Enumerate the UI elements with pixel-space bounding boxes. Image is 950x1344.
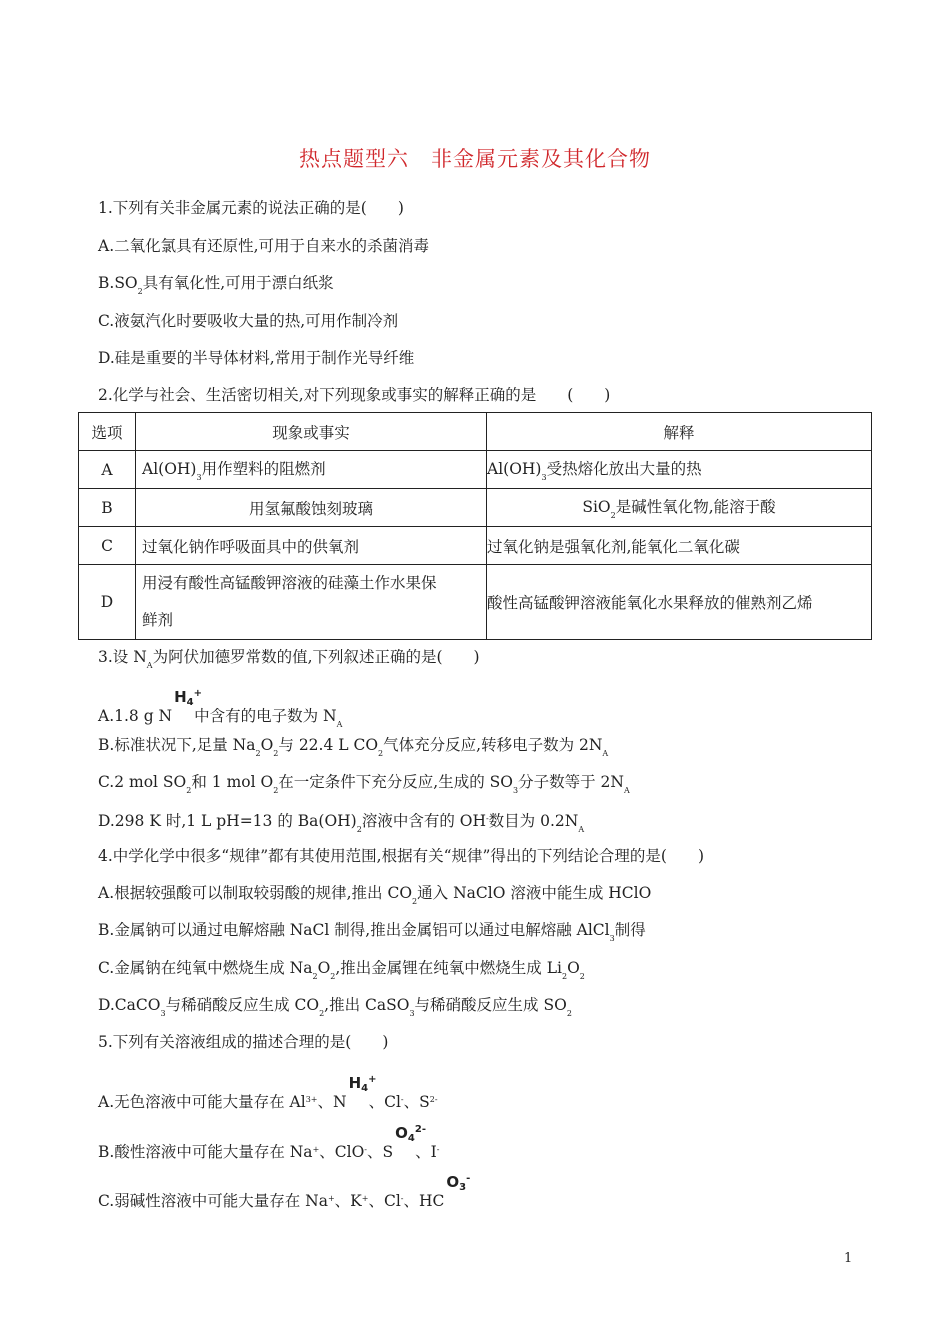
text: 与 22.4 L CO [278,736,379,754]
text: 、K [334,1192,362,1210]
text: C.2 mol SO [98,773,187,791]
text: 气体充分反应,转移电子数为 2N [383,736,603,754]
text: O [395,1124,408,1142]
fact-cell [136,565,487,640]
subscript: 2 [561,972,568,981]
superscript: 2- [429,1095,438,1104]
q3-stem [98,647,480,676]
page-title: 热点题型六 非金属元素及其化合物 [299,147,651,171]
header-option: 选项 [79,413,136,451]
q4-option-c [98,958,585,987]
text: 受热熔化放出大量的热 [546,460,702,478]
table-row [79,565,872,640]
text: 与稀硝酸反应生成 SO [414,996,567,1014]
subscript: A [578,825,585,834]
superscript: + [312,1145,320,1154]
text: 、N [317,1093,347,1111]
fact-cell: 过氧化钠作呼吸面具中的供氧剂 [136,527,487,565]
text: 与稀硝酸反应生成 CO [165,996,320,1014]
text: B.标准状况下,足量 Na [98,736,256,754]
ion-formula [444,1173,471,1206]
table-row [79,527,872,565]
text: 、Cl [368,1192,401,1210]
text: A.1.8 g N [98,707,173,725]
subscript: 2 [273,749,279,758]
q4-option-a [98,883,651,912]
superscript: 3+ [305,1095,318,1104]
text: 3.设 N [98,648,147,666]
text: 是碱性氧化物,能溶于酸 [615,498,776,516]
text: 溶液中含有的 OH [361,812,486,830]
subscript: 2 [186,786,192,795]
subscript: 3 [512,786,519,795]
q4-option-d [98,995,572,1024]
subscript: 3 [609,934,615,943]
text: O [567,959,580,977]
superscript: - [466,1173,471,1184]
subscript: 2 [319,1009,325,1018]
superscript: - [400,1095,404,1104]
option-label: B [79,489,136,527]
text: 、I [415,1143,437,1161]
q4-stem: 4.中学化学中很多“规律”都有其使用范围,根据有关“规律”得出的下列结论合理的是( ) [98,847,705,865]
option-label: C [79,527,136,565]
q1-option-b [98,273,334,302]
q5-stem: 5.下列有关溶液组成的描述合理的是( ) [98,1033,389,1051]
text: 、ClO [319,1143,365,1161]
text: 制得 [614,921,646,939]
text: O [446,1173,460,1191]
subscript: 4 [361,1083,369,1094]
ion-formula [347,1074,377,1107]
table-row [79,451,872,489]
subscript: 2 [273,786,279,795]
superscript: + [361,1194,369,1203]
text: D.298 K 时,1 L pH=13 的 Ba(OH) [98,812,357,830]
subscript: A [602,749,609,758]
subscript: A [146,661,153,670]
text: 鲜剂 [142,611,174,629]
q3-option-c [98,772,630,801]
text: O [260,736,274,754]
text: Al(OH) [142,460,197,478]
fact-cell: 用氢氟酸蚀刻玻璃 [136,489,487,527]
superscript: 2- [414,1124,426,1135]
text: A.根据较强酸可以制取较弱酸的规律,推出 CO [98,884,413,902]
ion-formula [393,1124,426,1157]
text: ,推出金属锂在纯氧中燃烧生成 Li [335,959,562,977]
text: H [348,1074,362,1092]
text: 、Cl [368,1093,401,1111]
text: 中含有的电子数为 N [194,707,337,725]
text: B.金属钠可以通过电解熔融 NaCl 制得,推出金属铝可以通过电解熔融 AlCl [98,921,610,939]
text: 和 1 mol O [191,773,274,791]
subscript: 2 [312,972,318,981]
subscript: 2 [566,1009,572,1018]
q1-option-a: A.二氧化氯具有还原性,可用于自来水的杀菌消毒 [98,237,430,255]
table-row [79,489,872,527]
subscript: 3 [160,1009,166,1018]
subscript: 2 [610,511,616,520]
text: C.金属钠在纯氧中燃烧生成 Na [98,959,313,977]
subscript: 3 [541,473,547,482]
subscript: 4 [186,697,194,708]
text: 数目为 0.2N [488,812,579,830]
text: 、HC [403,1192,445,1210]
option-label: D [79,565,136,640]
text: B.SO [98,274,138,292]
subscript: 3 [459,1182,467,1193]
text: 、S [367,1143,394,1161]
text: ,推出 CaSO [324,996,410,1014]
text: C.弱碱性溶液中可能大量存在 Na [98,1192,328,1210]
q4-option-b [98,920,646,949]
superscript: - [400,1194,404,1203]
subscript: 2 [356,825,362,834]
text: Al(OH) [487,460,542,478]
superscript: + [327,1194,335,1203]
q3-option-a [98,688,343,735]
q3-option-d [98,809,584,840]
ion-formula [172,688,203,721]
superscript: + [193,688,203,699]
subscript: 4 [407,1133,415,1144]
subscript: 2 [378,749,384,758]
text: H [174,688,187,706]
q2-stem: 2.化学与社会、生活密切相关,对下列现象或事实的解释正确的是 ( ) [98,386,611,404]
text: O [317,959,331,977]
text: 用作塑料的阻燃剂 [201,460,326,478]
subscript: A [336,720,343,729]
text: 分子数等于 2N [518,773,624,791]
header-explanation: 解释 [487,413,872,451]
text: 、S [403,1093,430,1111]
subscript: 2 [255,749,261,758]
subscript: 2 [137,287,143,296]
explanation-cell: 过氧化钠是强氧化剂,能氧化二氧化碳 [487,527,872,565]
superscript: - [364,1145,367,1154]
q1-stem: 1.下列有关非金属元素的说法正确的是( ) [98,199,404,217]
q5-option-a [98,1074,438,1112]
header-fact: 现象或事实 [136,413,487,451]
q1-option-d: D.硅是重要的半导体材料,常用于制作光导纤维 [98,349,415,367]
superscript: + [368,1074,377,1085]
subscript: 2 [579,972,585,981]
subscript: 2 [412,897,418,906]
subscript: A [623,786,630,795]
text: SiO [582,498,611,516]
subscript: 2 [330,972,336,981]
page-number: 1 [844,1251,853,1266]
text: 在一定条件下充分反应,生成的 SO [278,773,513,791]
text: 用浸有酸性高锰酸钾溶液的硅藻土作水果保 [142,574,437,592]
table-header-row [79,413,872,451]
q5-option-c [98,1173,471,1211]
q3-option-b [98,735,608,764]
text: 具有氧化性,可用于漂白纸浆 [142,274,334,292]
text: 为阿伏加德罗常数的值,下列叙述正确的是( ) [152,648,480,666]
superscript: - [485,814,489,823]
q2-table [78,412,872,640]
option-label: A [79,451,136,489]
explanation-cell [487,451,872,489]
q5-option-b [98,1124,440,1162]
explanation-cell [487,489,872,527]
fact-cell [136,451,487,489]
text: B.酸性溶液中可能大量存在 Na [98,1143,313,1161]
text: D.CaCO [98,996,161,1014]
q1-option-c: C.液氨汽化时要吸收大量的热,可用作制冷剂 [98,312,399,330]
subscript: 3 [409,1009,415,1018]
text: A.无色溶液中可能大量存在 Al [98,1093,306,1111]
text: 通入 NaClO 溶液中能生成 HClO [417,884,652,902]
subscript: 3 [196,473,202,482]
superscript: - [436,1145,440,1154]
explanation-cell: 酸性高锰酸钾溶液能氧化水果释放的催熟剂乙烯 [487,565,872,640]
